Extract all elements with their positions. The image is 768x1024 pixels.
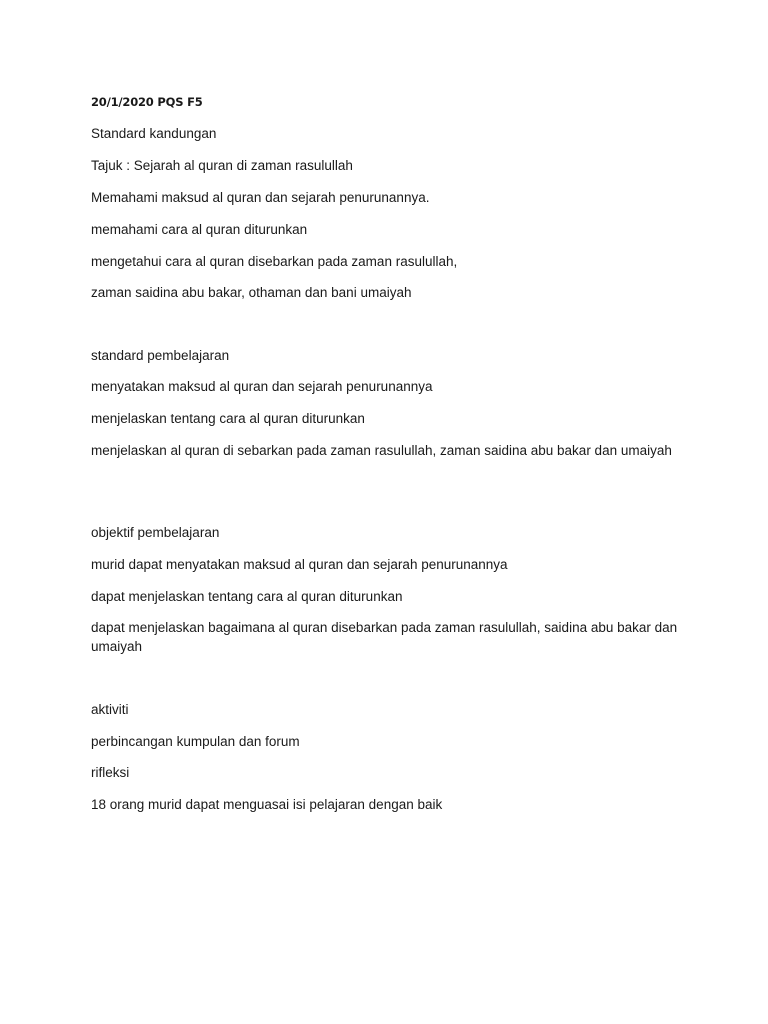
standard-kandungan-heading: Standard kandungan — [91, 126, 217, 141]
pembelajaran-item: menjelaskan tentang cara al quran diturunkan — [91, 411, 365, 426]
pembelajaran-item: menyatakan maksud al quran dan sejarah penurunannya — [91, 379, 433, 394]
pembelajaran-item: menjelaskan al quran di sebarkan pada zaman rasulullah, zaman saidina abu bakar dan umaiyah — [91, 443, 672, 458]
objektif-item: dapat menjelaskan bagaimana al quran disebarkan pada zaman rasulullah, saidina abu bakar dan umaiyah — [91, 620, 678, 654]
objektif-item: murid dapat menyatakan maksud al quran dan sejarah penurunannya — [91, 557, 508, 572]
refleksi-text: 18 orang murid dapat menguasai isi pelajaran dengan baik — [91, 797, 443, 812]
tajuk-line: Tajuk : Sejarah al quran di zaman rasulullah — [91, 158, 353, 173]
refleksi-heading: rifleksi — [91, 765, 130, 780]
objektif-item: dapat menjelaskan tentang cara al quran diturunkan — [91, 589, 403, 604]
kandungan-item: memahami cara al quran diturunkan — [91, 222, 308, 237]
document-date-header: 20/1/2020 PQS F5 — [91, 95, 203, 109]
aktiviti-heading: aktiviti — [91, 702, 129, 717]
standard-pembelajaran-heading: standard pembelajaran — [91, 348, 230, 363]
kandungan-item: mengetahui cara al quran disebarkan pada zaman rasulullah, — [91, 254, 458, 269]
kandungan-item: zaman saidina abu bakar, othaman dan bani umaiyah — [91, 285, 412, 300]
aktiviti-text: perbincangan kumpulan dan forum — [91, 734, 300, 749]
kandungan-item: Memahami maksud al quran dan sejarah penurunannya. — [91, 190, 430, 205]
objektif-pembelajaran-heading: objektif pembelajaran — [91, 525, 220, 540]
